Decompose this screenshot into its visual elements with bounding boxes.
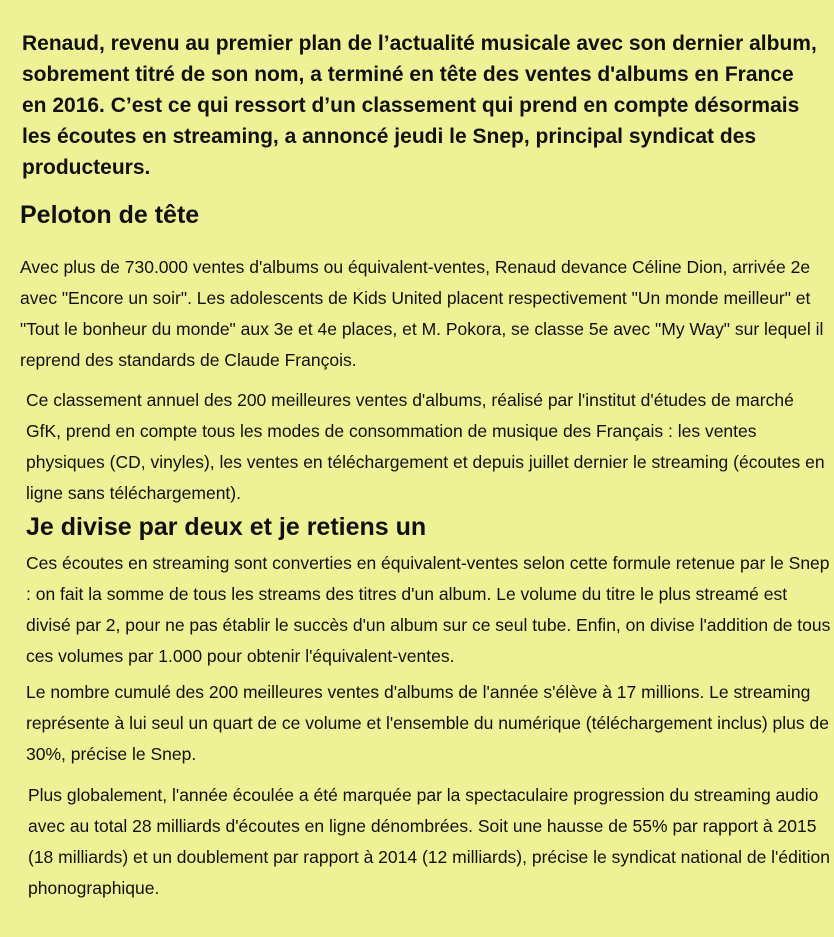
paragraph-volume: Le nombre cumulé des 200 meilleures ventes d'albums de l'année s'élève à 17 millions. Le streaming représente à lui seul un quart de ce volume et l'ensemble du numérique (téléchargement inclus) plus de 30%, précise le Snep. <box>26 682 829 764</box>
paragraph-ranking: Avec plus de 730.000 ventes d'albums ou équivalent-ventes, Renaud devance Céline Dion, arrivée 2e avec "Encore un soir". Les adolescents de Kids United placent respectivement "Un monde meilleur" et "Tout le bonheur du monde" aux 3e et 4e places, et M. Pokora, se classe 5e avec "My Way" sur lequel il reprend des standards de Claude François. <box>20 257 824 370</box>
section-heading-formula: Je divise par deux et je retiens un <box>26 513 427 541</box>
article-lead: Renaud, revenu au premier plan de l’actualité musicale avec son dernier album, sobrement titré de son nom, a terminé en tête des ventes d'albums en France en 2016. C’est ce qui ressort d’un classement qui prend en compte désormais les écoutes en streaming, a annoncé jeudi le Snep, principal syndicat des producteurs. <box>22 32 817 179</box>
section-heading-peloton: Peloton de tête <box>20 201 200 229</box>
paragraph-streaming-growth: Plus globalement, l'année écoulée a été marquée par la spectaculaire progression du streaming audio avec au total 28 milliards d'écoutes en ligne dénombrées. Soit une hausse de 55% par rapport à 2015 (18 milliards) et un doublement par rapport à 2014 (12 milliards), précise le syndicat national de l'édition phonographique. <box>28 785 830 898</box>
paragraph-formula: Ces écoutes en streaming sont converties en équivalent-ventes selon cette formule retenue par le Snep : on fait la somme de tous les streams des titres d'un album. Le volume du titre le plus streamé est divisé par 2, pour ne pas établir le succès d'un album sur ce seul tube. Enfin, on divise l'addition de tous ces volumes par 1.000 pour obtenir l'équivalent-ventes. <box>26 553 831 666</box>
paragraph-methodology: Ce classement annuel des 200 meilleures ventes d'albums, réalisé par l'institut d'études de marché GfK, prend en compte tous les modes de consommation de musique des Français : les ventes physiques (CD, vinyles), les ventes en téléchargement et depuis juillet dernier le streaming (écoutes en ligne sans téléchargement). <box>26 390 825 503</box>
